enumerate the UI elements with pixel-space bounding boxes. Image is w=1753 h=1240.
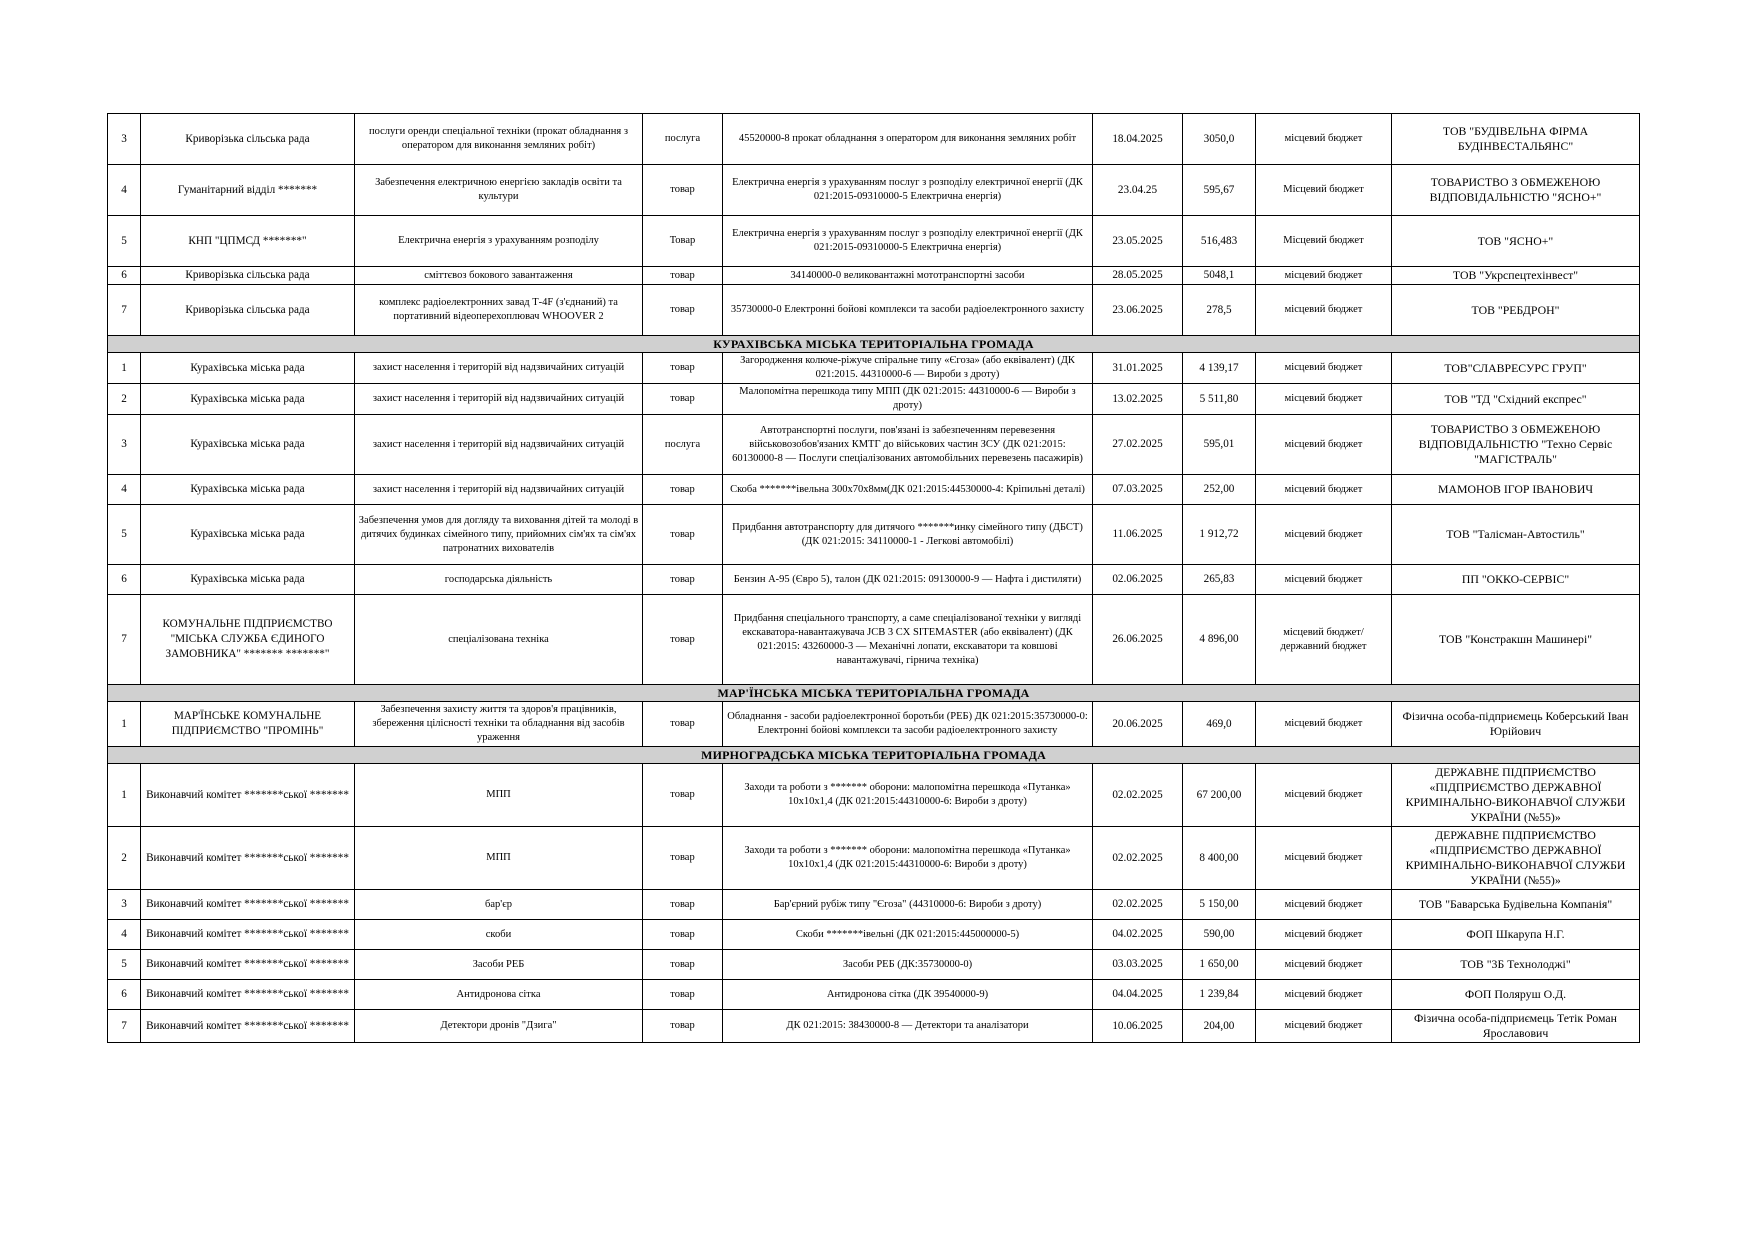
- contract-amount: 4 139,17: [1183, 353, 1256, 384]
- row-number: 1: [108, 702, 141, 747]
- customer-name: Виконавчий комітет *******ської *******: [141, 764, 355, 827]
- procurement-type: послуга: [643, 114, 723, 165]
- contract-date: 18.04.2025: [1093, 114, 1183, 165]
- contract-amount: 1 650,00: [1183, 950, 1256, 980]
- customer-name: МАР'ЇНСЬКЕ КОМУНАЛЬНЕ ПІДПРИЄМСТВО "ПРОМІНЬ": [141, 702, 355, 747]
- supplier-name: ТОВ "Констракшн Машинері": [1392, 595, 1640, 685]
- contract-amount: 204,00: [1183, 1010, 1256, 1043]
- customer-name: Криворізька сільська рада: [141, 267, 355, 285]
- procurement-subject: МПП: [355, 764, 643, 827]
- row-number: 1: [108, 764, 141, 827]
- supplier-name: ДЕРЖАВНЕ ПІДПРИЄМСТВО «ПІДПРИЄМСТВО ДЕРЖАВНОЇ КРИМІНАЛЬНО-ВИКОНАВЧОЇ СЛУЖБИ УКРАЇНИ (№55)»: [1392, 764, 1640, 827]
- funding-source: місцевий бюджет: [1256, 1010, 1392, 1043]
- procurement-subject: захист населення і територій від надзвичайних ситуацій: [355, 353, 643, 384]
- cpv-description: Скоби *******івельні (ДК 021:2015:445000000-5): [723, 920, 1093, 950]
- table-row: [108, 267, 1640, 285]
- cpv-description: Бар'єрний рубіж типу "Єгоза" (44310000-6: Вироби з дроту): [723, 890, 1093, 920]
- supplier-name: ТОВ "Талісман-Автостиль": [1392, 505, 1640, 565]
- cpv-description: 35730000-0 Електронні бойові комплекси та засоби радіоелектронного захисту: [723, 285, 1093, 336]
- procurement-type: товар: [643, 353, 723, 384]
- procurement-subject: захист населення і територій від надзвичайних ситуацій: [355, 475, 643, 505]
- customer-name: Курахівська міська рада: [141, 475, 355, 505]
- funding-source: місцевий бюджет: [1256, 114, 1392, 165]
- customer-name: Курахівська міська рада: [141, 415, 355, 475]
- procurement-type: товар: [643, 595, 723, 685]
- supplier-name: ТОВ "ТД "Східний експрес": [1392, 384, 1640, 415]
- row-number: 5: [108, 950, 141, 980]
- table-row: [108, 890, 1640, 920]
- procurement-subject: захист населення і територій від надзвичайних ситуацій: [355, 384, 643, 415]
- customer-name: Виконавчий комітет *******ської *******: [141, 890, 355, 920]
- procurement-subject: Детектори дронів "Дзига": [355, 1010, 643, 1043]
- contract-date: 28.05.2025: [1093, 267, 1183, 285]
- contract-amount: 278,5: [1183, 285, 1256, 336]
- supplier-name: ТОВ "РЕБДРОН": [1392, 285, 1640, 336]
- row-number: 3: [108, 114, 141, 165]
- procurement-type: товар: [643, 702, 723, 747]
- funding-source: Місцевий бюджет: [1256, 165, 1392, 216]
- funding-source: місцевий бюджет: [1256, 505, 1392, 565]
- row-number: 7: [108, 1010, 141, 1043]
- funding-source: місцевий бюджет: [1256, 890, 1392, 920]
- procurement-type: товар: [643, 565, 723, 595]
- row-number: 6: [108, 980, 141, 1010]
- procurement-table: [107, 113, 1640, 1043]
- table-row: [108, 950, 1640, 980]
- funding-source: місцевий бюджет: [1256, 950, 1392, 980]
- supplier-name: ДЕРЖАВНЕ ПІДПРИЄМСТВО «ПІДПРИЄМСТВО ДЕРЖАВНОЇ КРИМІНАЛЬНО-ВИКОНАВЧОЇ СЛУЖБИ УКРАЇНИ (№55)»: [1392, 827, 1640, 890]
- contract-amount: 469,0: [1183, 702, 1256, 747]
- cpv-description: Електрична енергія з урахуванням послуг з розподілу електричної енергії (ДК 021:2015-09310000-5 Електрична енергія): [723, 216, 1093, 267]
- supplier-name: ТОВ "3Б Технолоджі": [1392, 950, 1640, 980]
- funding-source: місцевий бюджет: [1256, 764, 1392, 827]
- supplier-name: ФОП Шкарупа Н.Г.: [1392, 920, 1640, 950]
- contract-date: 23.06.2025: [1093, 285, 1183, 336]
- row-number: 5: [108, 505, 141, 565]
- supplier-name: ТОВ "БУДІВЕЛЬНА ФІРМА БУДІНВЕСТАЛЬЯНС": [1392, 114, 1640, 165]
- cpv-description: Антидронова сітка (ДК 39540000-9): [723, 980, 1093, 1010]
- table-row: [108, 505, 1640, 565]
- table-row: [108, 702, 1640, 747]
- contract-date: 04.04.2025: [1093, 980, 1183, 1010]
- contract-amount: 8 400,00: [1183, 827, 1256, 890]
- contract-amount: 516,483: [1183, 216, 1256, 267]
- supplier-name: ТОВАРИСТВО З ОБМЕЖЕНОЮ ВІДПОВІДАЛЬНІСТЮ "Техно Сервіс "МАГІСТРАЛЬ": [1392, 415, 1640, 475]
- customer-name: Курахівська міська рада: [141, 565, 355, 595]
- supplier-name: ТОВ "ЯСНО+": [1392, 216, 1640, 267]
- procurement-type: Товар: [643, 216, 723, 267]
- procurement-subject: комплекс радіоелектронних завад Т-4F (з'єднаний) та портативний відеоперехоплювач WHOOVER 2: [355, 285, 643, 336]
- contract-date: 23.04.25: [1093, 165, 1183, 216]
- customer-name: Виконавчий комітет *******ської *******: [141, 827, 355, 890]
- table-row: [108, 980, 1640, 1010]
- section-title: МИРНОГРАДСЬКА МІСЬКА ТЕРИТОРІАЛЬНА ГРОМАДА: [108, 747, 1640, 764]
- procurement-subject: Електрична енергія з урахуванням розподілу: [355, 216, 643, 267]
- funding-source: місцевий бюджет: [1256, 920, 1392, 950]
- cpv-description: 45520000-8 прокат обладнання з оператором для виконання земляних робіт: [723, 114, 1093, 165]
- contract-date: 07.03.2025: [1093, 475, 1183, 505]
- contract-amount: 595,01: [1183, 415, 1256, 475]
- procurement-type: товар: [643, 827, 723, 890]
- funding-source: місцевий бюджет: [1256, 475, 1392, 505]
- procurement-type: товар: [643, 890, 723, 920]
- contract-amount: 252,00: [1183, 475, 1256, 505]
- supplier-name: ТОВАРИСТВО З ОБМЕЖЕНОЮ ВІДПОВІДАЛЬНІСТЮ "ЯСНО+": [1392, 165, 1640, 216]
- cpv-description: Автотранспортні послуги, пов'язані із забезпеченням перевезення військовозобов'язаних КМТГ до військових частин ЗСУ (ДК 021:2015: 60130000-8 — Послуги спеціалізованих автомобільних перевезень пасажирів): [723, 415, 1093, 475]
- contract-amount: 5048,1: [1183, 267, 1256, 285]
- cpv-description: Придбання автотранспорту для дитячого *******инку сімейного типу (ДБСТ) (ДК 021:2015: 34110000-1 - Легкові автомобілі): [723, 505, 1093, 565]
- table-row: [108, 216, 1640, 267]
- cpv-description: Бензин А-95 (Євро 5), талон (ДК 021:2015: 09130000-9 — Нафта і дистиляти): [723, 565, 1093, 595]
- procurement-type: товар: [643, 764, 723, 827]
- row-number: 6: [108, 267, 141, 285]
- funding-source: місцевий бюджет: [1256, 827, 1392, 890]
- contract-date: 02.02.2025: [1093, 827, 1183, 890]
- customer-name: Виконавчий комітет *******ської *******: [141, 920, 355, 950]
- customer-name: Криворізька сільська рада: [141, 114, 355, 165]
- customer-name: КНП "ЦПМСД *******": [141, 216, 355, 267]
- procurement-type: товар: [643, 950, 723, 980]
- table-row: [108, 165, 1640, 216]
- funding-source: місцевий бюджет: [1256, 415, 1392, 475]
- supplier-name: МАМОНОВ ІГОР ІВАНОВИЧ: [1392, 475, 1640, 505]
- table-row: [108, 285, 1640, 336]
- row-number: 5: [108, 216, 141, 267]
- supplier-name: ТОВ"СЛАВРЕСУРС ГРУП": [1392, 353, 1640, 384]
- contract-date: 27.02.2025: [1093, 415, 1183, 475]
- supplier-name: Фізична особа-підприємець Тетік Роман Ярославович: [1392, 1010, 1640, 1043]
- supplier-name: ТОВ "Укрспецтехінвест": [1392, 267, 1640, 285]
- contract-amount: 4 896,00: [1183, 595, 1256, 685]
- procurement-type: товар: [643, 980, 723, 1010]
- funding-source: місцевий бюджет: [1256, 267, 1392, 285]
- customer-name: Курахівська міська рада: [141, 505, 355, 565]
- row-number: 3: [108, 415, 141, 475]
- row-number: 6: [108, 565, 141, 595]
- procurement-type: товар: [643, 267, 723, 285]
- cpv-description: Малопомітна перешкода типу МПП (ДК 021:2015: 44310000-6 — Вироби з дроту): [723, 384, 1093, 415]
- table-row: [108, 475, 1640, 505]
- contract-amount: 590,00: [1183, 920, 1256, 950]
- row-number: 4: [108, 165, 141, 216]
- funding-source: місцевий бюджет/державний бюджет: [1256, 595, 1392, 685]
- procurement-subject: Засоби РЕБ: [355, 950, 643, 980]
- cpv-description: Загородження колюче-ріжуче спіральне типу «Єгоза» (або еквівалент) (ДК 021:2015. 44310000-6 — Вироби з дроту): [723, 353, 1093, 384]
- table-row: [108, 764, 1640, 827]
- cpv-description: Обладнання - засоби радіоелектронної боротьби (РЕБ) ДК 021:2015:35730000-0: Електронні бойові комплекси та засоби радіоелектронного захисту: [723, 702, 1093, 747]
- procurement-subject: господарська діяльність: [355, 565, 643, 595]
- row-number: 3: [108, 890, 141, 920]
- procurement-type: товар: [643, 505, 723, 565]
- contract-date: 11.06.2025: [1093, 505, 1183, 565]
- section-header-row: [108, 747, 1640, 764]
- funding-source: місцевий бюджет: [1256, 980, 1392, 1010]
- table-row: [108, 353, 1640, 384]
- section-header-row: [108, 685, 1640, 702]
- procurement-subject: Забезпечення електричною енергією закладів освіти та культури: [355, 165, 643, 216]
- procurement-type: товар: [643, 165, 723, 216]
- table-row: [108, 415, 1640, 475]
- contract-amount: 67 200,00: [1183, 764, 1256, 827]
- section-header-row: [108, 336, 1640, 353]
- customer-name: Криворізька сільська рада: [141, 285, 355, 336]
- contract-date: 02.02.2025: [1093, 890, 1183, 920]
- row-number: 7: [108, 595, 141, 685]
- customer-name: Курахівська міська рада: [141, 353, 355, 384]
- supplier-name: ФОП Поляруш О.Д.: [1392, 980, 1640, 1010]
- funding-source: місцевий бюджет: [1256, 565, 1392, 595]
- supplier-name: ПП "ОККО-СЕРВІС": [1392, 565, 1640, 595]
- supplier-name: ТОВ "Баварська Будівельна Компанія": [1392, 890, 1640, 920]
- contract-date: 23.05.2025: [1093, 216, 1183, 267]
- customer-name: КОМУНАЛЬНЕ ПІДПРИЄМСТВО "МІСЬКА СЛУЖБА ЄДИНОГО ЗАМОВНИКА" ******* *******": [141, 595, 355, 685]
- customer-name: Курахівська міська рада: [141, 384, 355, 415]
- customer-name: Виконавчий комітет *******ської *******: [141, 950, 355, 980]
- funding-source: Місцевий бюджет: [1256, 216, 1392, 267]
- table-row: [108, 595, 1640, 685]
- row-number: 2: [108, 827, 141, 890]
- contract-date: 31.01.2025: [1093, 353, 1183, 384]
- procurement-type: послуга: [643, 415, 723, 475]
- procurement-subject: Антидронова сітка: [355, 980, 643, 1010]
- cpv-description: Електрична енергія з урахуванням послуг з розподілу електричної енергії (ДК 021:2015-09310000-5 Електрична енергія): [723, 165, 1093, 216]
- contract-amount: 1 912,72: [1183, 505, 1256, 565]
- row-number: 4: [108, 475, 141, 505]
- contract-amount: 3050,0: [1183, 114, 1256, 165]
- table-row: [108, 1010, 1640, 1043]
- cpv-description: Засоби РЕБ (ДК:35730000-0): [723, 950, 1093, 980]
- procurement-type: товар: [643, 384, 723, 415]
- row-number: 4: [108, 920, 141, 950]
- procurement-subject: скоби: [355, 920, 643, 950]
- contract-date: 03.03.2025: [1093, 950, 1183, 980]
- customer-name: Виконавчий комітет *******ської *******: [141, 980, 355, 1010]
- contract-amount: 1 239,84: [1183, 980, 1256, 1010]
- procurement-subject: послуги оренди спеціальної техніки (прокат обладнання з оператором для виконання земляних робіт): [355, 114, 643, 165]
- contract-amount: 5 150,00: [1183, 890, 1256, 920]
- procurement-subject: Забезпечення умов для догляду та виховання дітей та молоді в дитячих будинках сімейного типу, прийомних сім'ях та сім'ях патронатних вихователів: [355, 505, 643, 565]
- section-title: МАР'ЇНСЬКА МІСЬКА ТЕРИТОРІАЛЬНА ГРОМАДА: [108, 685, 1640, 702]
- table-row: [108, 114, 1640, 165]
- row-number: 7: [108, 285, 141, 336]
- cpv-description: 34140000-0 великовантажні мототранспортні засоби: [723, 267, 1093, 285]
- procurement-subject: МПП: [355, 827, 643, 890]
- procurement-type: товар: [643, 475, 723, 505]
- procurement-type: товар: [643, 285, 723, 336]
- table-row: [108, 565, 1640, 595]
- contract-date: 04.02.2025: [1093, 920, 1183, 950]
- procurement-subject: Забезпечення захисту життя та здоров'я працівників, збереження цілісності техніки та обладнання від засобів ураження: [355, 702, 643, 747]
- procurement-type: товар: [643, 1010, 723, 1043]
- row-number: 2: [108, 384, 141, 415]
- cpv-description: Придбання спеціального транспорту, а саме спеціалізованої техніки у вигляді екскаватора-навантажувача JCB 3 CX SITEMASTER (або еквівалент) (ДК 021:2015: 43260000-3 — Механічні лопати, екскаватори та ковшові навантажувачі, гірнича техніка): [723, 595, 1093, 685]
- funding-source: місцевий бюджет: [1256, 353, 1392, 384]
- procurement-subject: захист населення і територій від надзвичайних ситуацій: [355, 415, 643, 475]
- procurement-subject: бар'єр: [355, 890, 643, 920]
- table-row: [108, 384, 1640, 415]
- funding-source: місцевий бюджет: [1256, 702, 1392, 747]
- procurement-subject: спеціалізована техніка: [355, 595, 643, 685]
- customer-name: Виконавчий комітет *******ської *******: [141, 1010, 355, 1043]
- cpv-description: Заходи та роботи з ******* оборони: малопомітна перешкода «Путанка» 10х10х1,4 (ДК 021:2015:44310000-6: Вироби з дроту): [723, 827, 1093, 890]
- contract-date: 26.06.2025: [1093, 595, 1183, 685]
- contract-date: 02.02.2025: [1093, 764, 1183, 827]
- procurement-type: товар: [643, 920, 723, 950]
- funding-source: місцевий бюджет: [1256, 384, 1392, 415]
- contract-date: 10.06.2025: [1093, 1010, 1183, 1043]
- contract-amount: 5 511,80: [1183, 384, 1256, 415]
- customer-name: Гуманітарний відділ *******: [141, 165, 355, 216]
- section-title: КУРАХІВСЬКА МІСЬКА ТЕРИТОРІАЛЬНА ГРОМАДА: [108, 336, 1640, 353]
- table-row: [108, 827, 1640, 890]
- supplier-name: Фізична особа-підприємець Коберський Іван Юрійович: [1392, 702, 1640, 747]
- contract-date: 02.06.2025: [1093, 565, 1183, 595]
- contract-date: 20.06.2025: [1093, 702, 1183, 747]
- cpv-description: Заходи та роботи з ******* оборони: малопомітна перешкода «Путанка» 10х10х1,4 (ДК 021:2015:44310000-6: Вироби з дроту): [723, 764, 1093, 827]
- contract-amount: 595,67: [1183, 165, 1256, 216]
- procurement-subject: сміттєвоз бокового завантаження: [355, 267, 643, 285]
- contract-amount: 265,83: [1183, 565, 1256, 595]
- contract-date: 13.02.2025: [1093, 384, 1183, 415]
- table-row: [108, 920, 1640, 950]
- cpv-description: ДК 021:2015: 38430000-8 — Детектори та аналізатори: [723, 1010, 1093, 1043]
- funding-source: місцевий бюджет: [1256, 285, 1392, 336]
- cpv-description: Скоба *******івельна 300х70х8мм(ДК 021:2015:44530000-4: Кріпильні деталі): [723, 475, 1093, 505]
- row-number: 1: [108, 353, 141, 384]
